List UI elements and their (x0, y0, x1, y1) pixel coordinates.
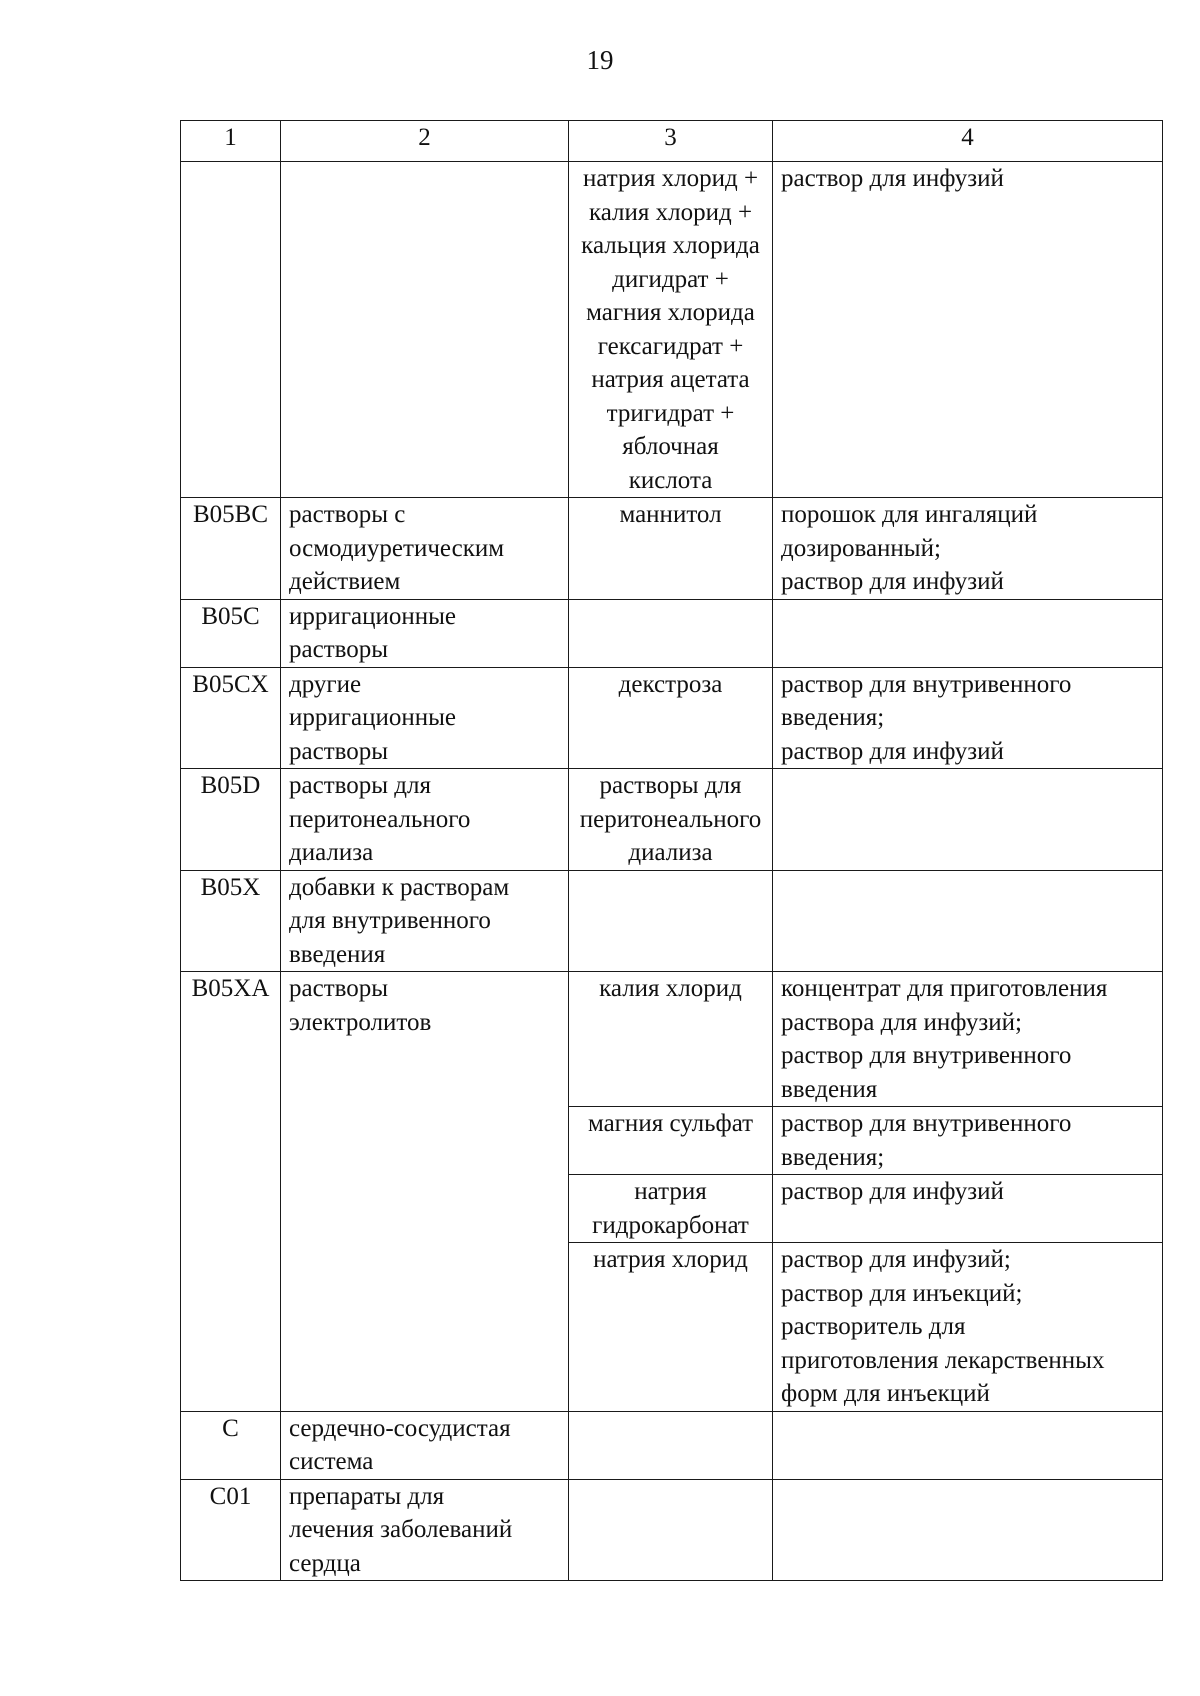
text-line: калия хлорид (599, 975, 742, 1002)
text-line: раствор для внутривенного (781, 670, 1072, 698)
text-line: раствор для инфузий (781, 737, 1004, 765)
dosage-form-cell (773, 972, 1163, 1107)
table-row (181, 769, 1163, 871)
text-line: раствор для инфузий (781, 1178, 1004, 1205)
text-line: натрия хлорид (593, 1246, 748, 1273)
text-line: декстроза (618, 670, 723, 698)
text-line: натрия (634, 1178, 707, 1205)
table-row (181, 1411, 1163, 1479)
group-cell (281, 870, 569, 972)
table-row (181, 599, 1163, 667)
table-header-row (181, 121, 1163, 162)
text-line: растворы для (289, 772, 431, 799)
text-line: действием (289, 568, 401, 595)
text-line: введения; (781, 1143, 885, 1171)
dosage-form-cell (773, 1479, 1163, 1581)
atc-code-cell: B05XA (181, 972, 281, 1412)
column-header: 3 (569, 121, 773, 162)
group-cell (281, 1411, 569, 1479)
text-line: осмодиуретическим (289, 534, 505, 562)
group-cell (281, 599, 569, 667)
text-line: раствор для инфузий; (781, 1246, 1011, 1273)
atc-code-cell: B05C (181, 599, 281, 667)
text-line: введения (781, 1075, 878, 1103)
group-cell (281, 972, 569, 1412)
text-line: растворы (289, 636, 389, 663)
dosage-form-cell (773, 162, 1163, 498)
text-line: введения (289, 940, 386, 968)
text-line: маннитол (619, 501, 722, 528)
table-row (181, 972, 1163, 1107)
text-line: препараты для (289, 1482, 445, 1510)
dosage-form-cell (773, 1243, 1163, 1412)
group-cell (281, 769, 569, 871)
text-line: растворы с (289, 501, 406, 528)
column-header: 4 (773, 121, 1163, 162)
text-line: раствора для инфузий; (781, 1008, 1022, 1036)
substance-cell (569, 1243, 773, 1412)
text-line: приготовления лекарственных (781, 1346, 1105, 1374)
substance-cell (569, 870, 773, 972)
substance-cell (569, 769, 773, 871)
dosage-form-cell (773, 870, 1163, 972)
text-line: концентрат для приготовления (781, 975, 1108, 1002)
text-line: ирригационные (289, 602, 457, 630)
text-line: кислота (628, 466, 713, 494)
text-line: дозированный; (781, 534, 941, 562)
substance-cell (569, 599, 773, 667)
text-line: система (289, 1448, 374, 1475)
text-line: гидрокарбонат (592, 1211, 749, 1239)
text-line: натрия ацетата (591, 366, 750, 393)
dosage-form-cell (773, 667, 1163, 769)
text-line: диализа (628, 839, 713, 866)
dosage-form-cell (773, 498, 1163, 600)
table-row (181, 870, 1163, 972)
substance-cell (569, 1107, 773, 1175)
column-header: 2 (281, 121, 569, 162)
text-line: другие (289, 670, 362, 698)
text-line: раствор для инъекций; (781, 1279, 1023, 1307)
text-line: ирригационные (289, 704, 457, 731)
text-line: добавки к растворам (289, 873, 510, 901)
dosage-form-cell (773, 599, 1163, 667)
atc-code-cell: C01 (181, 1479, 281, 1581)
atc-code-cell: B05X (181, 870, 281, 972)
text-line: кальция хлорида (581, 232, 760, 259)
atc-code-cell (181, 162, 281, 498)
group-cell (281, 667, 569, 769)
table-row (181, 1479, 1163, 1581)
text-line: тригидрат + (606, 399, 735, 427)
text-line: сердечно-сосудистая (289, 1414, 511, 1442)
group-cell (281, 162, 569, 498)
dosage-form-cell (773, 769, 1163, 871)
text-line: перитонеального (579, 805, 762, 833)
text-line: магния сульфат (587, 1110, 754, 1137)
text-line: перитонеального (289, 805, 471, 833)
text-line: диализа (289, 839, 374, 866)
text-line: натрия хлорид + (582, 165, 759, 192)
text-line: растворитель для (781, 1313, 966, 1340)
text-line: гексагидрат + (597, 332, 744, 360)
text-line: растворы (289, 975, 389, 1002)
substance-cell (569, 1411, 773, 1479)
text-line: раствор для инфузий (781, 165, 1004, 192)
medication-table (180, 120, 1163, 1581)
table-row (181, 162, 1163, 498)
substance-cell (569, 1175, 773, 1243)
table-row (181, 667, 1163, 769)
text-line: яблочная (622, 433, 719, 460)
substance-cell (569, 972, 773, 1107)
group-cell (281, 498, 569, 600)
group-cell (281, 1479, 569, 1581)
substance-cell (569, 498, 773, 600)
text-line: дигидрат + (612, 265, 729, 293)
text-line: калия хлорид + (588, 198, 753, 226)
atc-code-cell: B05BC (181, 498, 281, 600)
text-line: форм для инъекций (781, 1380, 990, 1407)
page-number: 19 (586, 45, 614, 75)
text-line: растворы (289, 737, 389, 765)
text-line: сердца (289, 1549, 361, 1577)
text-line: лечения заболеваний (289, 1516, 513, 1543)
text-line: электролитов (289, 1008, 432, 1036)
text-line: введения; (781, 704, 885, 731)
text-line: раствор для внутривенного (781, 1110, 1072, 1137)
substance-cell (569, 162, 773, 498)
text-line: для внутривенного (289, 907, 491, 934)
atc-code-cell: B05CX (181, 667, 281, 769)
text-line: растворы для (599, 772, 742, 799)
column-header: 1 (181, 121, 281, 162)
substance-cell (569, 667, 773, 769)
text-line: порошок для ингаляций (781, 501, 1038, 528)
text-line: раствор для внутривенного (781, 1042, 1072, 1069)
dosage-form-cell (773, 1107, 1163, 1175)
table-row (181, 498, 1163, 600)
dosage-form-cell (773, 1175, 1163, 1243)
text-line: раствор для инфузий (781, 568, 1004, 595)
substance-cell (569, 1479, 773, 1581)
text-line: магния хлорида (586, 299, 755, 326)
dosage-form-cell (773, 1411, 1163, 1479)
atc-code-cell: B05D (181, 769, 281, 871)
atc-code-cell: C (181, 1411, 281, 1479)
